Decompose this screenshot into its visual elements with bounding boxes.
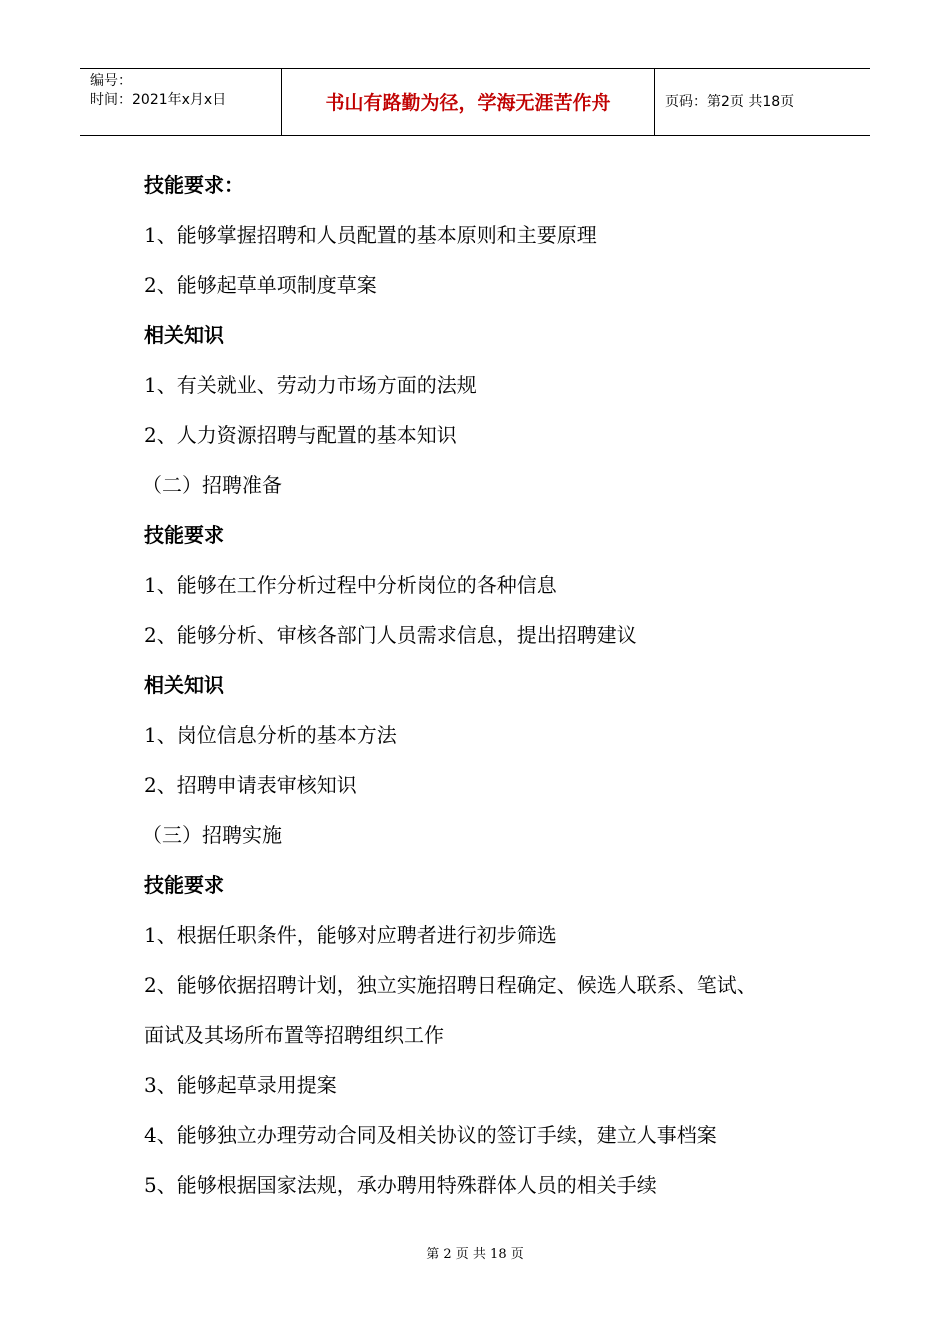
body-line: 2、招聘申请表审核知识 — [144, 773, 357, 797]
section-heading: 技能要求： — [144, 173, 244, 197]
header-motto: 书山有路勤为径，学海无涯苦作舟 — [325, 92, 611, 114]
page-header — [80, 68, 870, 136]
time-label: 时间：2021年x月x日 — [90, 92, 227, 108]
body-line: 1、岗位信息分析的基本方法 — [144, 723, 397, 747]
section-heading: 相关知识 — [144, 323, 224, 347]
body-line: 5、能够根据国家法规，承办聘用特殊群体人员的相关手续 — [144, 1173, 657, 1197]
body-line: 1、能够在工作分析过程中分析岗位的各种信息 — [144, 573, 557, 597]
header-right-cell — [655, 69, 870, 135]
body-line: 2、能够起草单项制度草案 — [144, 273, 377, 297]
body-line: 1、有关就业、劳动力市场方面的法规 — [144, 373, 477, 397]
subsection-title: （三）招聘实施 — [142, 823, 282, 847]
header-page-info: 页码：第2页 共18页 — [665, 94, 795, 110]
page-footer: 第 2 页 共 18 页 — [426, 1247, 524, 1262]
body-line: 面试及其场所布置等招聘组织工作 — [144, 1023, 444, 1047]
section-heading: 技能要求 — [144, 873, 224, 897]
number-label: 编号： — [90, 73, 132, 89]
section-heading: 相关知识 — [144, 673, 224, 697]
document-body — [144, 170, 834, 1220]
body-line: 3、能够起草录用提案 — [144, 1073, 337, 1097]
body-line: 2、人力资源招聘与配置的基本知识 — [144, 423, 457, 447]
body-line: 1、根据任职条件，能够对应聘者进行初步筛选 — [144, 923, 557, 947]
body-line: 2、能够依据招聘计划，独立实施招聘日程确定、候选人联系、笔试、 — [144, 973, 757, 997]
header-middle-cell — [282, 69, 655, 135]
subsection-title: （二）招聘准备 — [142, 473, 282, 497]
body-line: 4、能够独立办理劳动合同及相关协议的签订手续，建立人事档案 — [144, 1123, 717, 1147]
body-line: 2、能够分析、审核各部门人员需求信息，提出招聘建议 — [144, 623, 637, 647]
body-line: 1、能够掌握招聘和人员配置的基本原则和主要原理 — [144, 223, 597, 247]
section-heading: 技能要求 — [144, 523, 224, 547]
header-left-cell — [80, 69, 282, 135]
